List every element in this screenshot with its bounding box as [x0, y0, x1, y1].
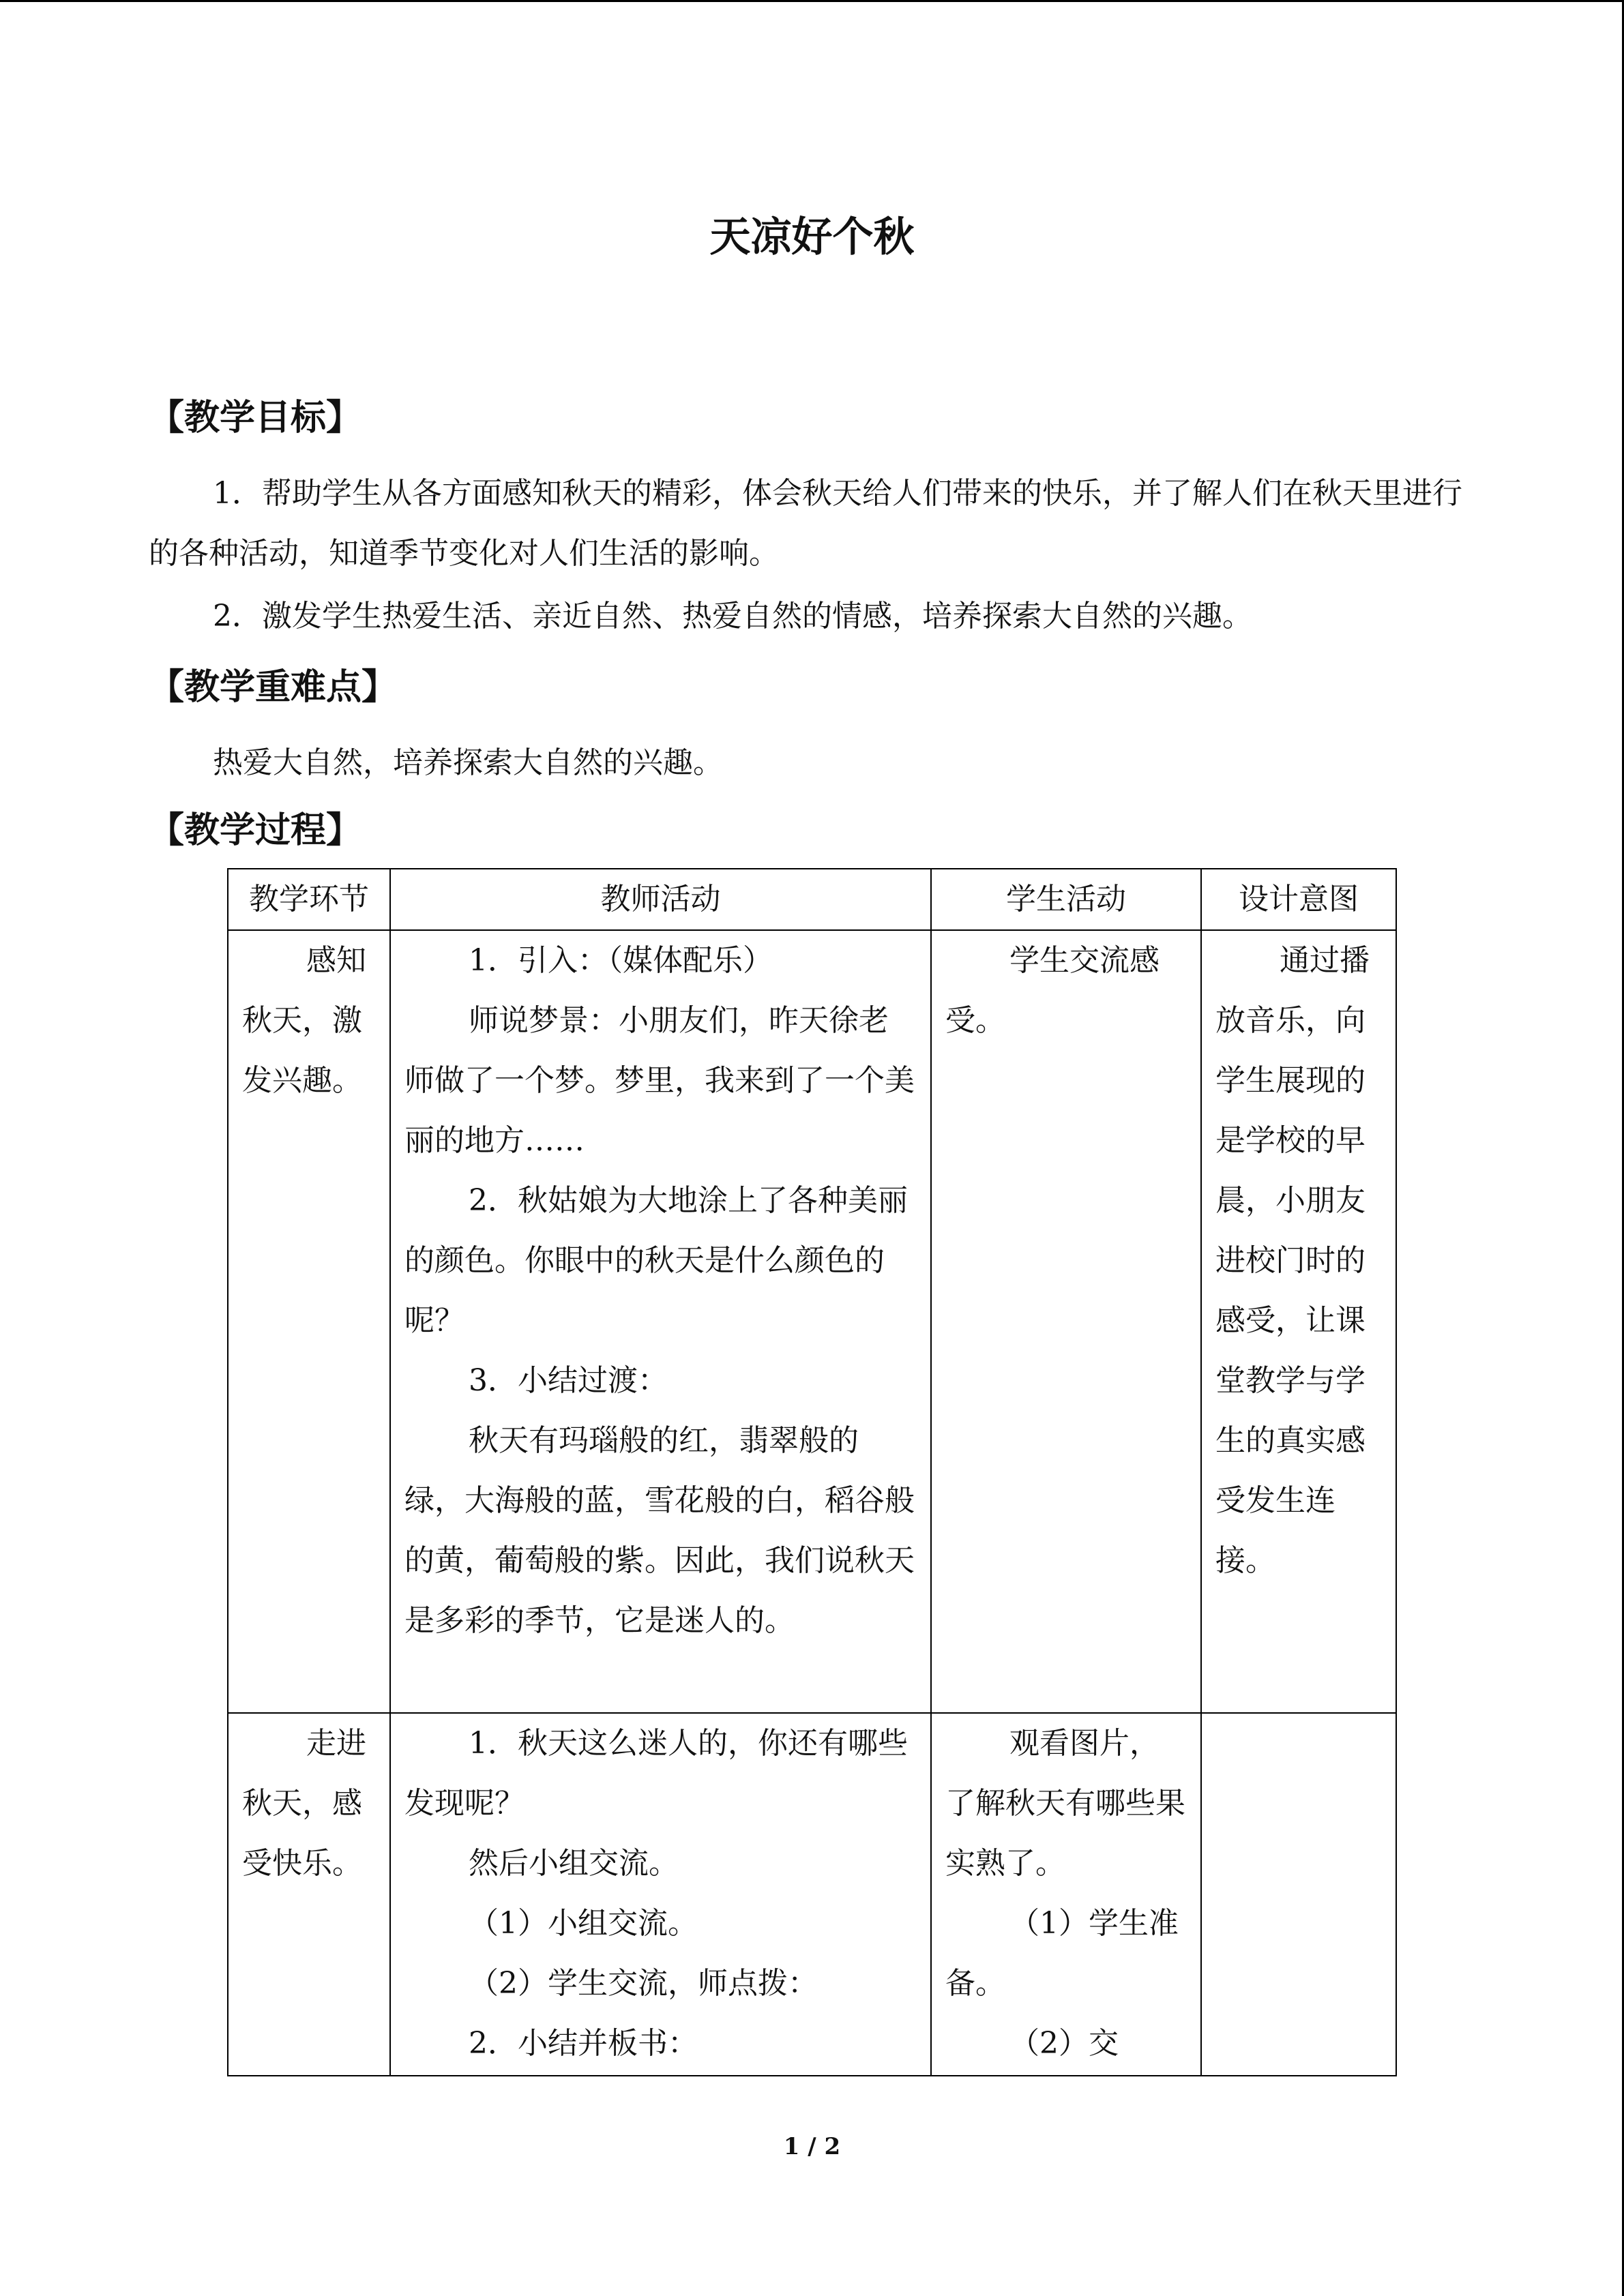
student-line: 学生交流感受。 — [945, 943, 1160, 1038]
stage-cell: 走进秋天，感受快乐。 — [228, 1713, 390, 2076]
teacher-line: （2）学生交流，师点拨： — [469, 1966, 818, 2001]
objectives-heading: 【教学目标】 — [149, 398, 362, 438]
student-line: 观看图片，了解秋天有哪些果实熟了。 — [945, 1726, 1185, 1881]
table-row — [228, 1713, 1396, 2076]
teacher-line: 3．小结过渡： — [469, 1363, 668, 1398]
header-stage: 教学环节 — [228, 869, 390, 930]
student-cell — [931, 930, 1201, 1713]
objective-item-2: 2．激发学生热爱生活、亲近自然、热爱自然的情感，培养探索大自然的兴趣。 — [213, 599, 1252, 633]
table-row — [228, 930, 1396, 1713]
objective-item-1: 1．帮助学生从各方面感知秋天的精彩，体会秋天给人们带来的快乐，并了解人们在秋天里进行的各种活动，知道季节变化对人们生活的影响。 — [149, 476, 1462, 571]
page-number: 1 / 2 — [783, 2133, 841, 2160]
teacher-line: 师说梦景：小朋友们，昨天徐老师做了一个梦。梦里，我来到了一个美丽的地方…… — [404, 1003, 915, 1158]
intent-cell: 通过播放音乐，向学生展现的是学校的早晨，小朋友进校门时的感受，让课堂教学与学生的真实感受发生连接。 — [1201, 930, 1396, 1713]
teacher-line: 秋天有玛瑙般的红，翡翠般的绿，大海般的蓝，雪花般的白，稻谷般的黄，葡萄般的紫。因此，我们说秋天是多彩的季节，它是迷人的。 — [404, 1423, 915, 1638]
key-points-heading: 【教学重难点】 — [149, 667, 398, 708]
teacher-line: （1）小组交流。 — [469, 1906, 698, 1941]
teacher-cell — [390, 930, 931, 1713]
student-cell — [931, 1713, 1201, 2076]
header-intent: 设计意图 — [1201, 869, 1396, 930]
process-heading: 【教学过程】 — [149, 810, 362, 851]
teacher-line: 2．小结并板书： — [469, 2026, 698, 2061]
table-header-row — [228, 869, 1396, 930]
page-border-top — [0, 0, 1624, 2]
teacher-line: 1．引入：（媒体配乐） — [469, 943, 773, 978]
intent-cell — [1201, 1713, 1396, 2076]
header-teacher: 教师活动 — [390, 869, 931, 930]
header-student: 学生活动 — [931, 869, 1201, 930]
key-points-text: 热爱大自然，培养探索大自然的兴趣。 — [213, 745, 723, 780]
teacher-line: 1．秋天这么迷人的，你还有哪些发现呢？ — [404, 1726, 908, 1821]
page-title: 天凉好个秋 — [709, 213, 915, 261]
student-line: （2）交 — [1009, 2026, 1119, 2061]
teacher-line: 然后小组交流。 — [469, 1846, 679, 1881]
process-table — [227, 868, 1397, 2076]
student-line: （1）学生准备。 — [945, 1906, 1179, 2001]
teacher-cell — [390, 1713, 931, 2076]
teacher-line: 2．秋姑娘为大地涂上了各种美丽的颜色。你眼中的秋天是什么颜色的呢？ — [404, 1183, 908, 1338]
stage-cell: 感知秋天，激发兴趣。 — [228, 930, 390, 1713]
